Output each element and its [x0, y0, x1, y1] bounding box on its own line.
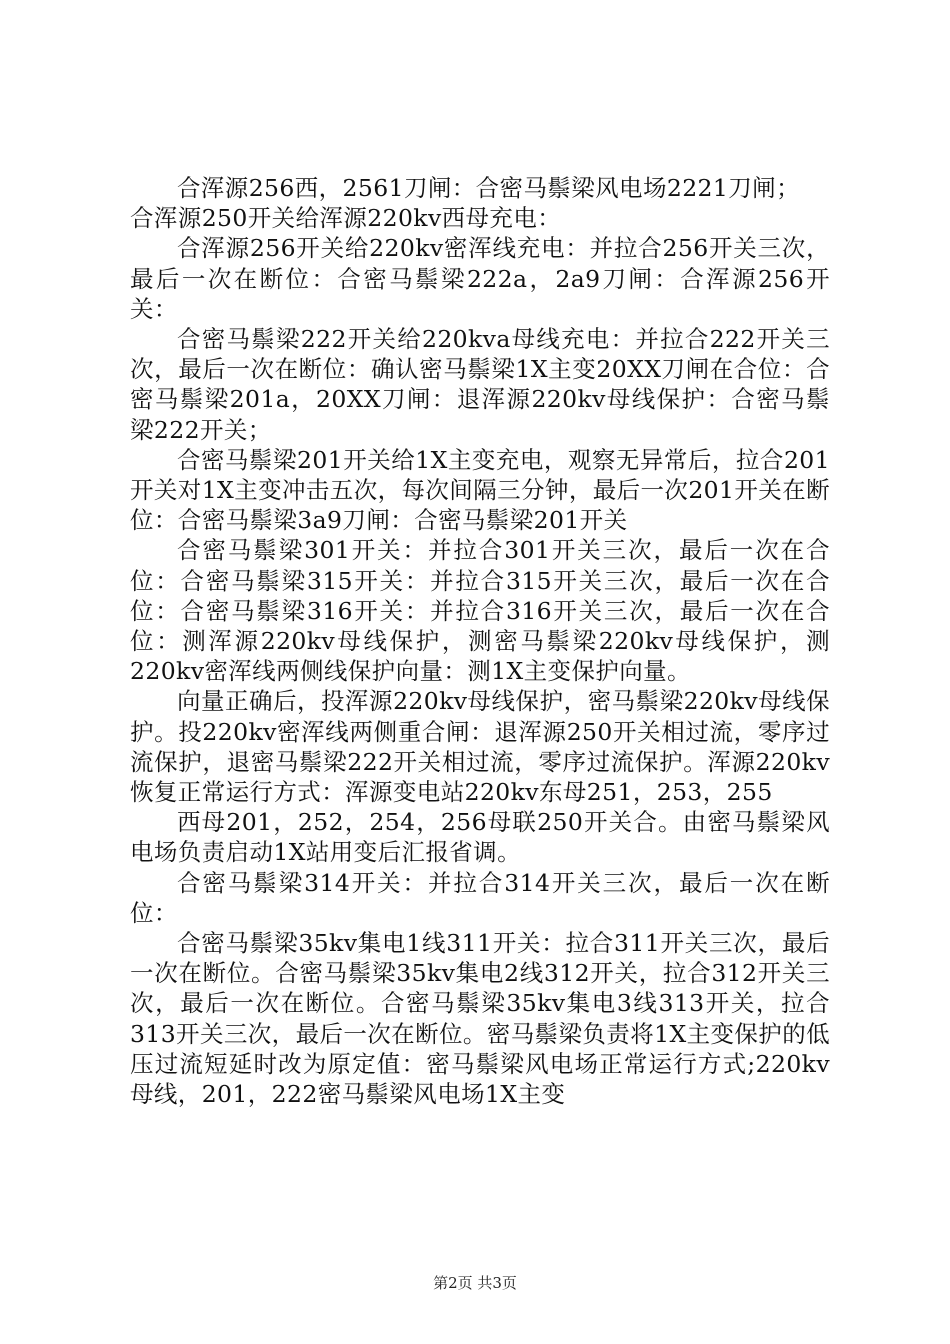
paragraph-10: 合密马鬃梁35kv集电1线311开关：拉合311开关三次，最后一次在断位。合密马鬃梁35kv集电2线312开关，拉合312开关三次，最后一次在断位。合密马鬃梁35kv集电3线313开关，拉合313开关三次，最后一次在断位。密马鬃梁负责将1X主变保护的低压过流短延时改为原定值：密马鬃梁风电场正常运行方式;220kv母线，201，222密马鬃梁风电场1X主变 [130, 929, 830, 1109]
paragraph-8: 西母201，252，254，256母联250开关合。由密马鬃梁风电场负责启动1X站用变后汇报省调。 [130, 808, 830, 867]
paragraph-9: 合密马鬃梁314开关：并拉合314开关三次，最后一次在断位： [130, 868, 830, 927]
page-footer [0, 1272, 950, 1293]
paragraph-7: 向量正确后，投浑源220kv母线保护，密马鬃梁220kv母线保护。投220kv密浑线两侧重合闸：退浑源250开关相过流，零序过流保护，退密马鬃梁222开关相过流，零序过流保护。浑源220kv恢复正常运行方式：浑源变电站220kv东母251，253，255 [130, 687, 830, 807]
paragraph-1: 合浑源256西，2561刀闸：合密马鬃梁风电场2221刀闸； [177, 174, 800, 202]
paragraph-4: 合密马鬃梁222开关给220kva母线充电：并拉合222开关三次，最后一次在断位：确认密马鬃梁1X主变20XX刀闸在合位：合密马鬃梁201a，20XX刀闸：退浑源220kv母线保护：合密马鬃梁222开关； [130, 325, 830, 444]
paragraph-2: 合浑源250开关给浑源220kv西母充电： [130, 204, 562, 233]
paragraph-5: 合密马鬃梁201开关给1X主变充电，观察无异常后，拉合201开关对1X主变冲击五次，每次间隔三分钟，最后一次201开关在断位：合密马鬃梁3a9刀闸：合密马鬃梁201开关 [130, 445, 830, 535]
paragraph-3: 合浑源256开关给220kv密浑线充电：并拉合256开关三次，最后一次在断位：合密马鬃梁222a，2a9刀闸：合浑源256开关： [130, 234, 830, 323]
document-body [130, 173, 830, 1109]
page-number-label: 第2页 共3页 [433, 1274, 517, 1292]
paragraph-6: 合密马鬃梁301开关：并拉合301开关三次，最后一次在合位：合密马鬃梁315开关：并拉合315开关三次，最后一次在合位：合密马鬃梁316开关：并拉合316开关三次，最后一次在合位：测浑源220kv母线保护，测密马鬃梁220kv母线保护，测220kv密浑线两侧线保护向量：测1X主变保护向量。 [130, 536, 830, 686]
